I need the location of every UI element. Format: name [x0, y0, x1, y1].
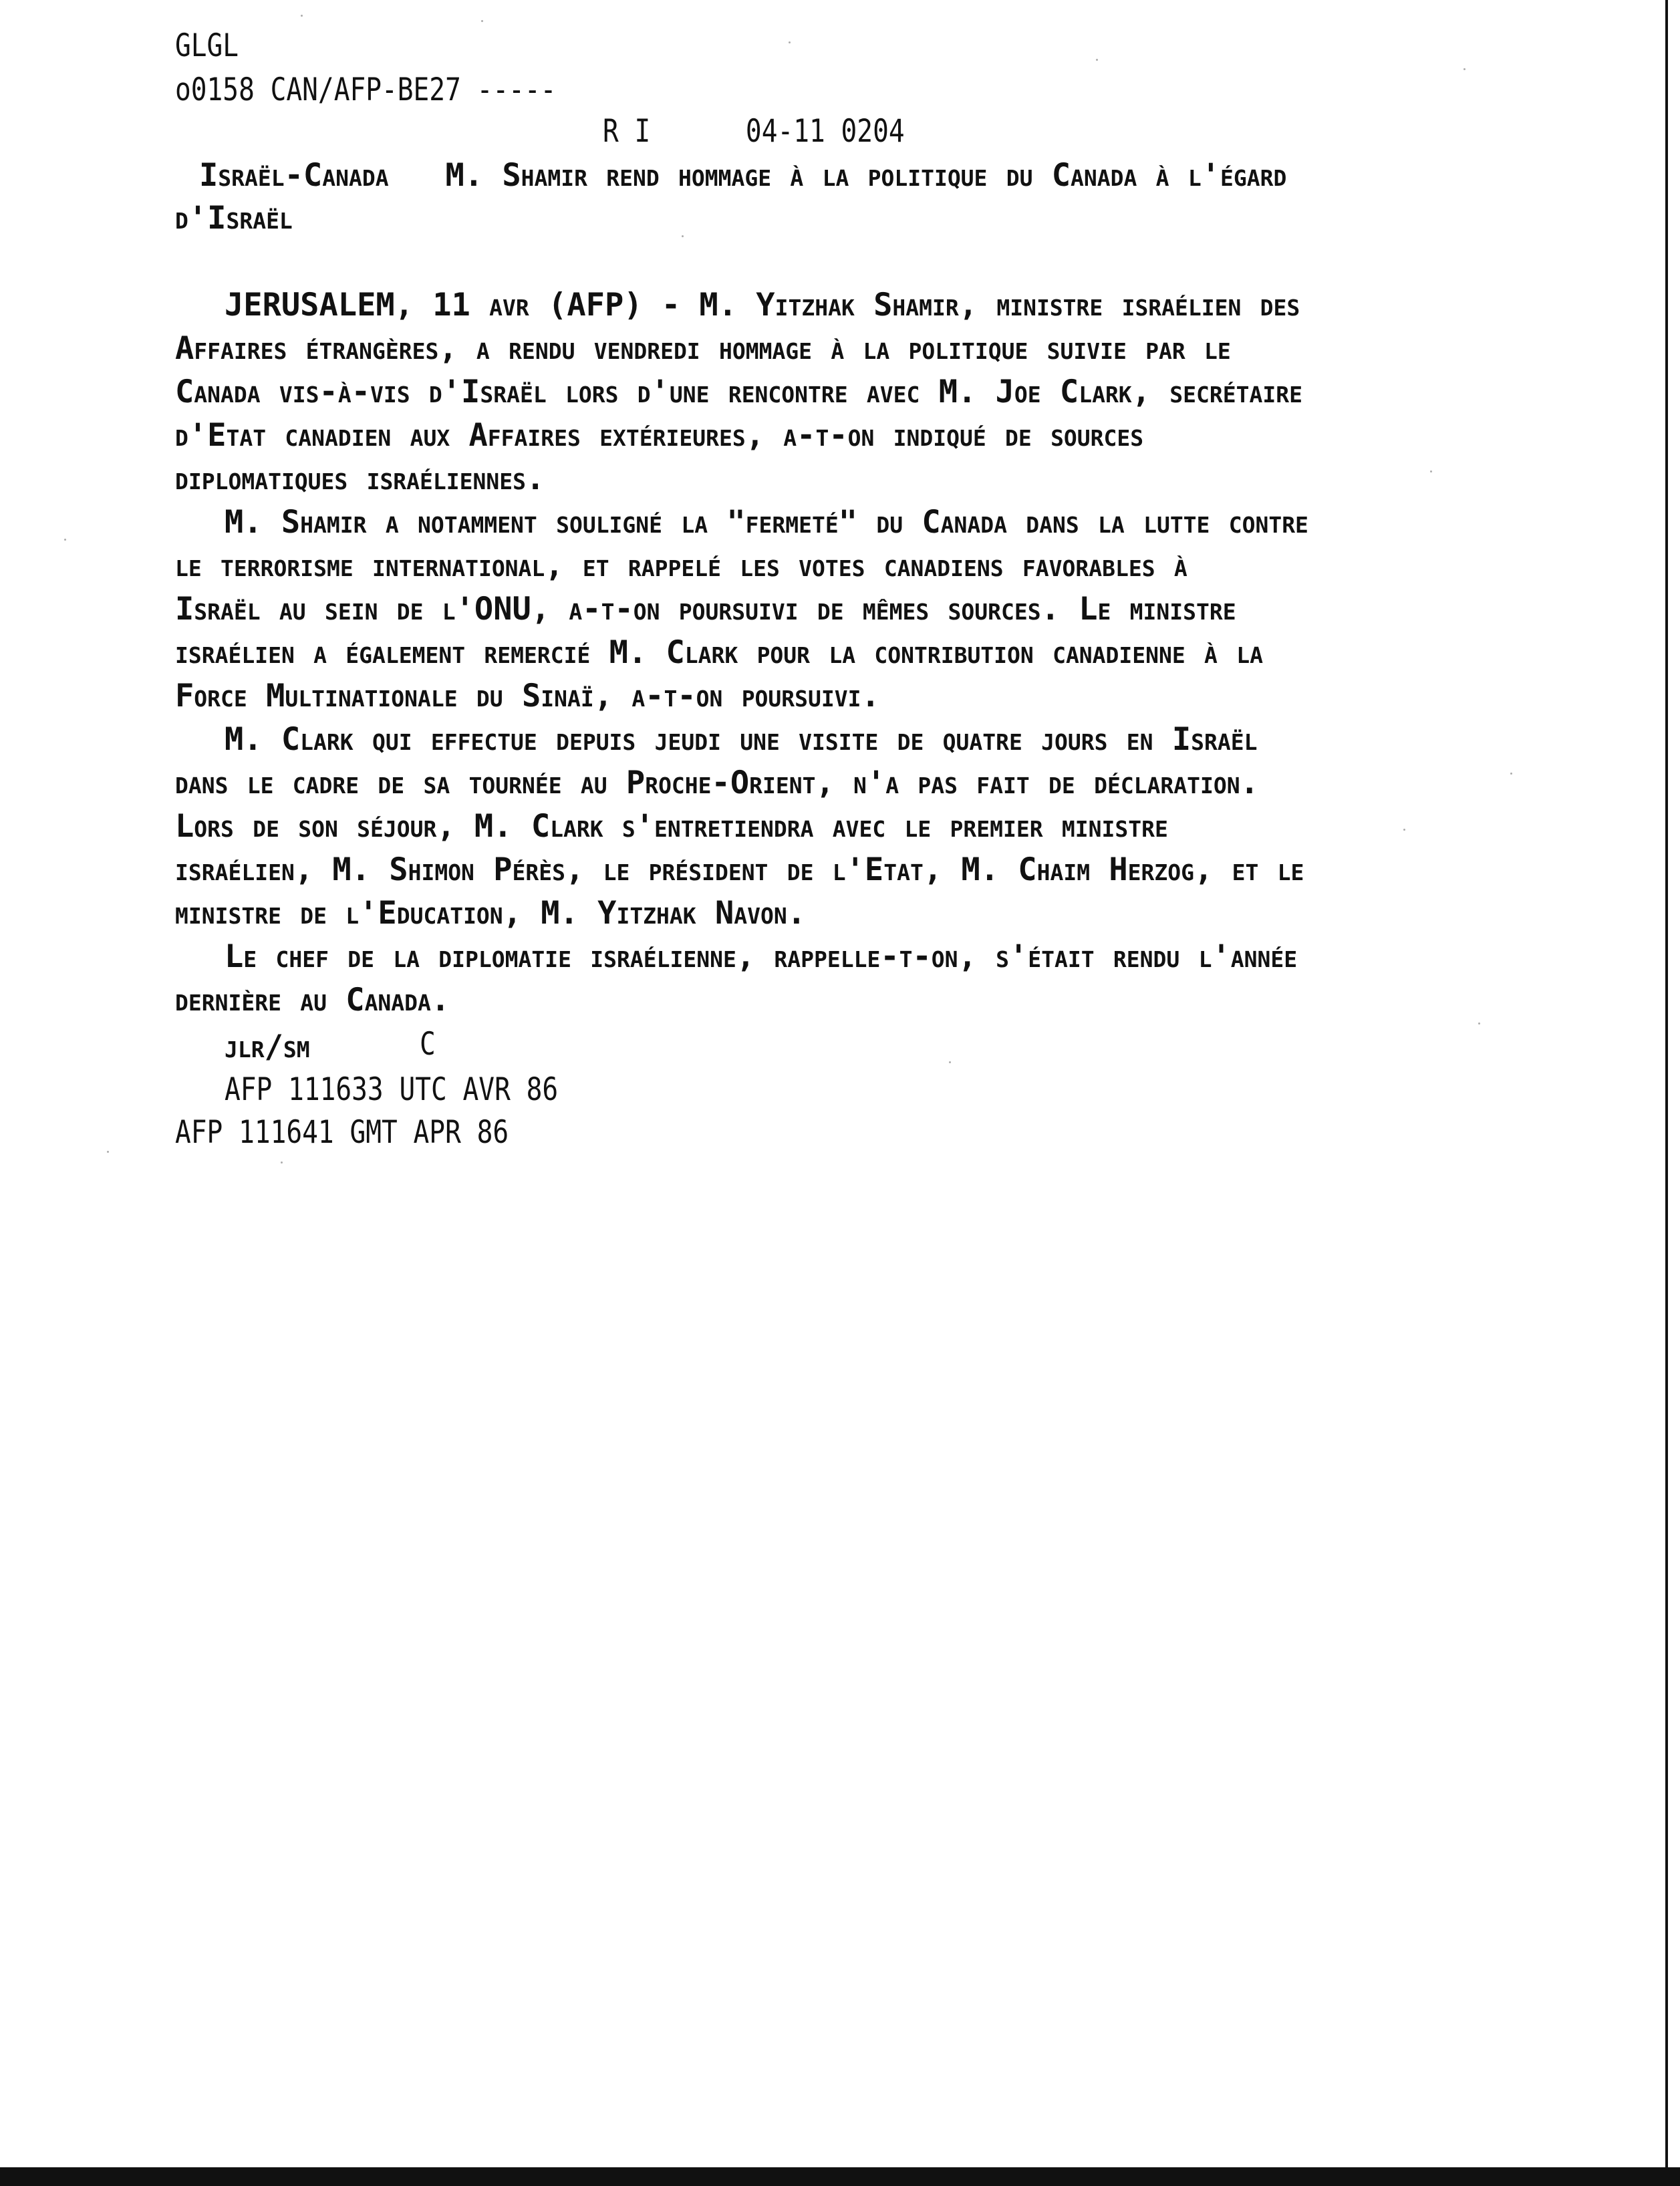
routing-code: GLGL [175, 27, 239, 64]
priority-code: C [420, 1026, 436, 1063]
body-line: M. Clark qui effectue depuis jeudi une visite de quatre jours en Israël [225, 721, 1258, 758]
body-line: Lors de son séjour, M. Clark s'entretiendra avec le premier ministre [175, 808, 1168, 845]
body-line: dernière au Canada. [175, 982, 450, 1018]
body-line: israélien, M. Shimon Pérès, le président de l'Etat, M. Chaim Herzog, et le [175, 851, 1304, 888]
editor-initials: jlr/sm [225, 1029, 310, 1065]
body-line: ministre de l'Education, M. Yitzhak Navon. [175, 895, 807, 932]
body-line: Affaires étrangères, a rendu vendredi hommage à la politique suivie par le [175, 330, 1231, 367]
body-line: diplomatiques israéliennes. [175, 460, 545, 497]
headline-line-1: Israël-Canada M. Shamir rend hommage à la politique du Canada à l'égard [199, 157, 1287, 194]
body-line: Israël au sein de l'ONU, a-t-on poursuivi de mêmes sources. Le ministre [175, 591, 1236, 628]
body-line: JERUSALEM, 11 avr (AFP) - M. Yitzhak Shamir, ministre israélien des [225, 287, 1300, 323]
wire-slug: o0158 CAN/AFP-BE27 ----- [175, 72, 557, 108]
headline-line-2: d'Israël [175, 200, 293, 237]
body-line: M. Shamir a notamment souligné la "fermeté" du Canada dans la lutte contre [225, 504, 1308, 541]
body-line: Force Multinationale du Sinaï, a-t-on poursuivi. [175, 678, 880, 714]
body-line: d'Etat canadien aux Affaires extérieures, a-t-on indiqué de sources [175, 417, 1144, 454]
timestamp-utc: AFP 111633 UTC AVR 86 [225, 1071, 559, 1108]
body-line: le terrorisme international, et rappelé les votes canadiens favorables à [175, 547, 1187, 584]
scan-right-edge [1665, 0, 1668, 2186]
body-line: israélien a également remercié M. Clark pour la contribution canadienne à la [175, 634, 1263, 671]
scan-bottom-edge [0, 2167, 1680, 2186]
body-line: Canada vis-à-vis d'Israël lors d'une rencontre avec M. Joe Clark, secrétaire [175, 374, 1302, 410]
timestamp-gmt: AFP 111641 GMT APR 86 [175, 1114, 509, 1151]
body-line: dans le cadre de sa tournée au Proche-Orient, n'a pas fait de déclaration. [175, 765, 1259, 801]
wire-reference: R I 04-11 0204 [603, 113, 905, 150]
body-line: Le chef de la diplomatie israélienne, rappelle-t-on, s'était rendu l'année [225, 938, 1298, 975]
